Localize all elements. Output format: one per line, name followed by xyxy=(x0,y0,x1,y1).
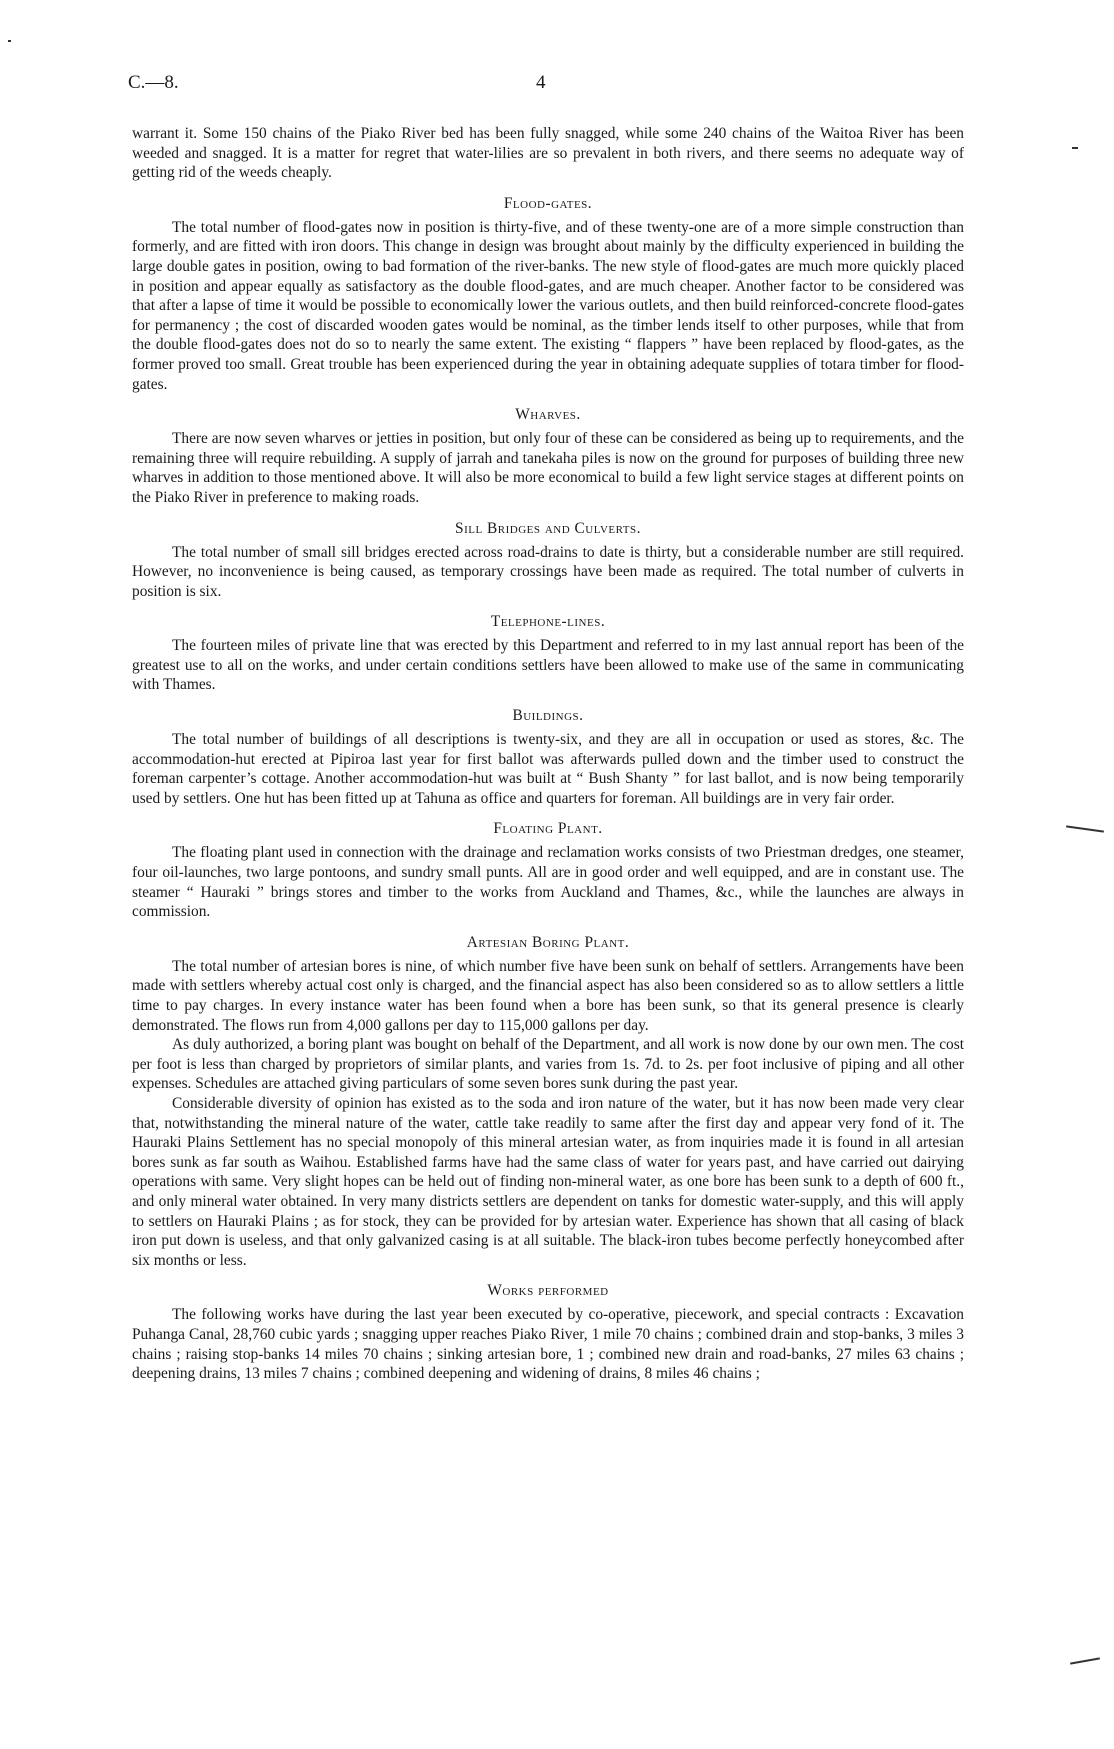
paragraph-buildings: The total number of buildings of all descriptions is twenty-six, and they are all in occupation or used as stores, &c. The accommodation-hut erected at Pipiroa last year for first ballot was afterwards pulled down and the timber used to construct the foreman carpenter’s cottage. Another accommodation-hut was built at “ Bush Shanty ” for last ballot, and is now being temporarily used by settlers. One hut has been fitted up at Tahuna as office and quarters for foreman. All buildings are in very fair order. xyxy=(132,731,964,807)
paragraph-flood-gates: The total number of flood-gates now in position is thirty-five, and of these twenty-one are of a more simple construction than formerly, and are fitted with iron doors. This change in design was brought about mainly by the difficulty experienced in building the large double gates in position, owing to bad formation of the river-banks. The new style of flood-gates are much more quickly placed in position and appear equally as satisfactory as the double flood-gates, and are much cheaper. Another factor to be considered was that after a lapse of time it would be possible to economically lower the various outlets, and then build reinforced-concrete flood-gates for permanency ; the cost of discarded wooden gates would be nominal, as the timber lends itself to other purposes, while that from the double flood-gates does not do so to nearly the same extent. The existing “ flappers ” have been replaced by flood-gates, as the former proved too small. Great trouble has been experienced during the year in obtaining adequate supplies of totara timber for flood-gates. xyxy=(132,218,964,393)
heading-artesian-boring: Artesian Boring Plant. xyxy=(466,933,630,951)
paragraph-artesian-2: As duly authorized, a boring plant was bought on behalf of the Department, and all work is now done by our own men. The cost per foot is less than charged by proprietors of similar plants, and varies from 1s. 7d. to 2s. per foot inclusive of piping and all other expenses. Schedules are attached giving particulars of some seven bores sunk during the past year. xyxy=(132,1036,964,1093)
paragraph-works-performed: The following works have during the last year been executed by co-operative, piecework, and special contracts : Excavation Puhanga Canal, 28,760 cubic yards ; snagging upper reaches Piako River, 1 mile 70 chains ; combined drain and stop-banks, 3 miles 3 chains ; raising stop-banks 14 miles 70 chains ; sinking artesian bore, 1 ; combined new drain and road-banks, 27 miles 63 chains ; deepening drains, 13 miles 7 chains ; combined deepening and widening of drains, 8 miles 46 chains ; xyxy=(132,1306,964,1383)
scan-speck xyxy=(1072,147,1078,149)
heading-flood-gates: Flood-gates. xyxy=(503,194,593,212)
scan-mark xyxy=(1066,825,1104,832)
heading-sill-bridges: Sill Bridges and Culverts. xyxy=(455,519,641,537)
paragraph-wharves: There are now seven wharves or jetties in position, but only four of these can be considered as being up to requirements, and the remaining three will require rebuilding. A supply of jarrah and tanekaha piles is now on the ground for purposes of building three new wharves in addition to those mentioned above. It will also be more economical to build a few light service stages at different points on the Piako River in preference to making roads. xyxy=(132,430,964,506)
heading-works-performed: Works performed xyxy=(487,1282,609,1300)
intro-paragraph: warrant it. Some 150 chains of the Piako River bed has been fully snagged, while some 240 chains of the Waitoa River has been weeded and snagged. It is a matter for regret that water-lilies are so prevalent in both rivers, and there seems no adequate way of getting rid of the weeds cheaply. xyxy=(132,125,964,182)
paragraph-floating-plant: The floating plant used in connection with the drainage and reclamation works consists of two Priestman dredges, one steamer, four oil-launches, two large pontoons, and sundry small punts. All are in good order and well equipped, and are in constant use. The steamer “ Hauraki ” brings stores and timber to the works from Auckland and Thames, &c., while the launches are always in commission. xyxy=(132,844,964,921)
paragraph-telephone-lines: The fourteen miles of private line that was erected by this Department and referred to in my last annual report has been of the greatest use to all on the works, and under certain conditions settlers have been allowed to make use of the same in communicating with Thames. xyxy=(132,637,964,694)
scan-speck xyxy=(8,40,11,42)
paragraph-artesian-3: Considerable diversity of opinion has existed as to the soda and iron nature of the water, but it has now been made very clear that, notwithstanding the mineral nature of the water, cattle take readily to same after the first day and appear very fond of it. The Hauraki Plains Settlement has no special monopoly of this mineral artesian water, as from inquiries made it is found in all artesian bores sunk as far south as Waihou. Established farms have had the same class of water for years past, and have carried out dairying operations with same. Very slight hopes can be held out of finding non-mineral water, as one bore has been sunk to a depth of 600 ft., and only mineral water obtained. In very many districts settlers are dependent on tanks for domestic water-supply, and this will apply to settlers on Hauraki Plains ; as for stock, they can be provided for by artesian water. Experience has shown that all casing of black iron put down is useless, and that only galvanized casing is at all suitable. The black-iron tubes become perfectly honeycombed after six months or less. xyxy=(132,1094,964,1269)
heading-telephone-lines: Telephone-lines. xyxy=(490,613,606,631)
page-header xyxy=(128,72,988,102)
paragraph-sill-bridges: The total number of small sill bridges erected across road-drains to date is thirty, but a considerable number are still required. However, no inconvenience is being caused, as temporary crossings have been made as required. The total number of culverts in position is six. xyxy=(132,543,964,600)
heading-wharves: Wharves. xyxy=(515,406,581,424)
document-reference: C.—8. xyxy=(128,72,179,93)
page-body xyxy=(132,124,964,1384)
heading-floating-plant: Floating Plant. xyxy=(493,820,603,838)
heading-buildings: Buildings. xyxy=(512,707,584,725)
scan-mark xyxy=(1070,1657,1100,1664)
paragraph-artesian-1: The total number of artesian bores is nine, of which number five have been sunk on behalf of settlers. Arrangements have been made with settlers whereby actual cost only is charged, and the financial aspect has also been considered so as to allow settlers a little time to pay charges. In every instance water has been found when a bore has been sunk, so that its general presence is clearly demonstrated. The flows run from 4,000 gallons per day to 115,000 gallons per day. xyxy=(132,957,964,1034)
page-number: 4 xyxy=(536,72,546,93)
